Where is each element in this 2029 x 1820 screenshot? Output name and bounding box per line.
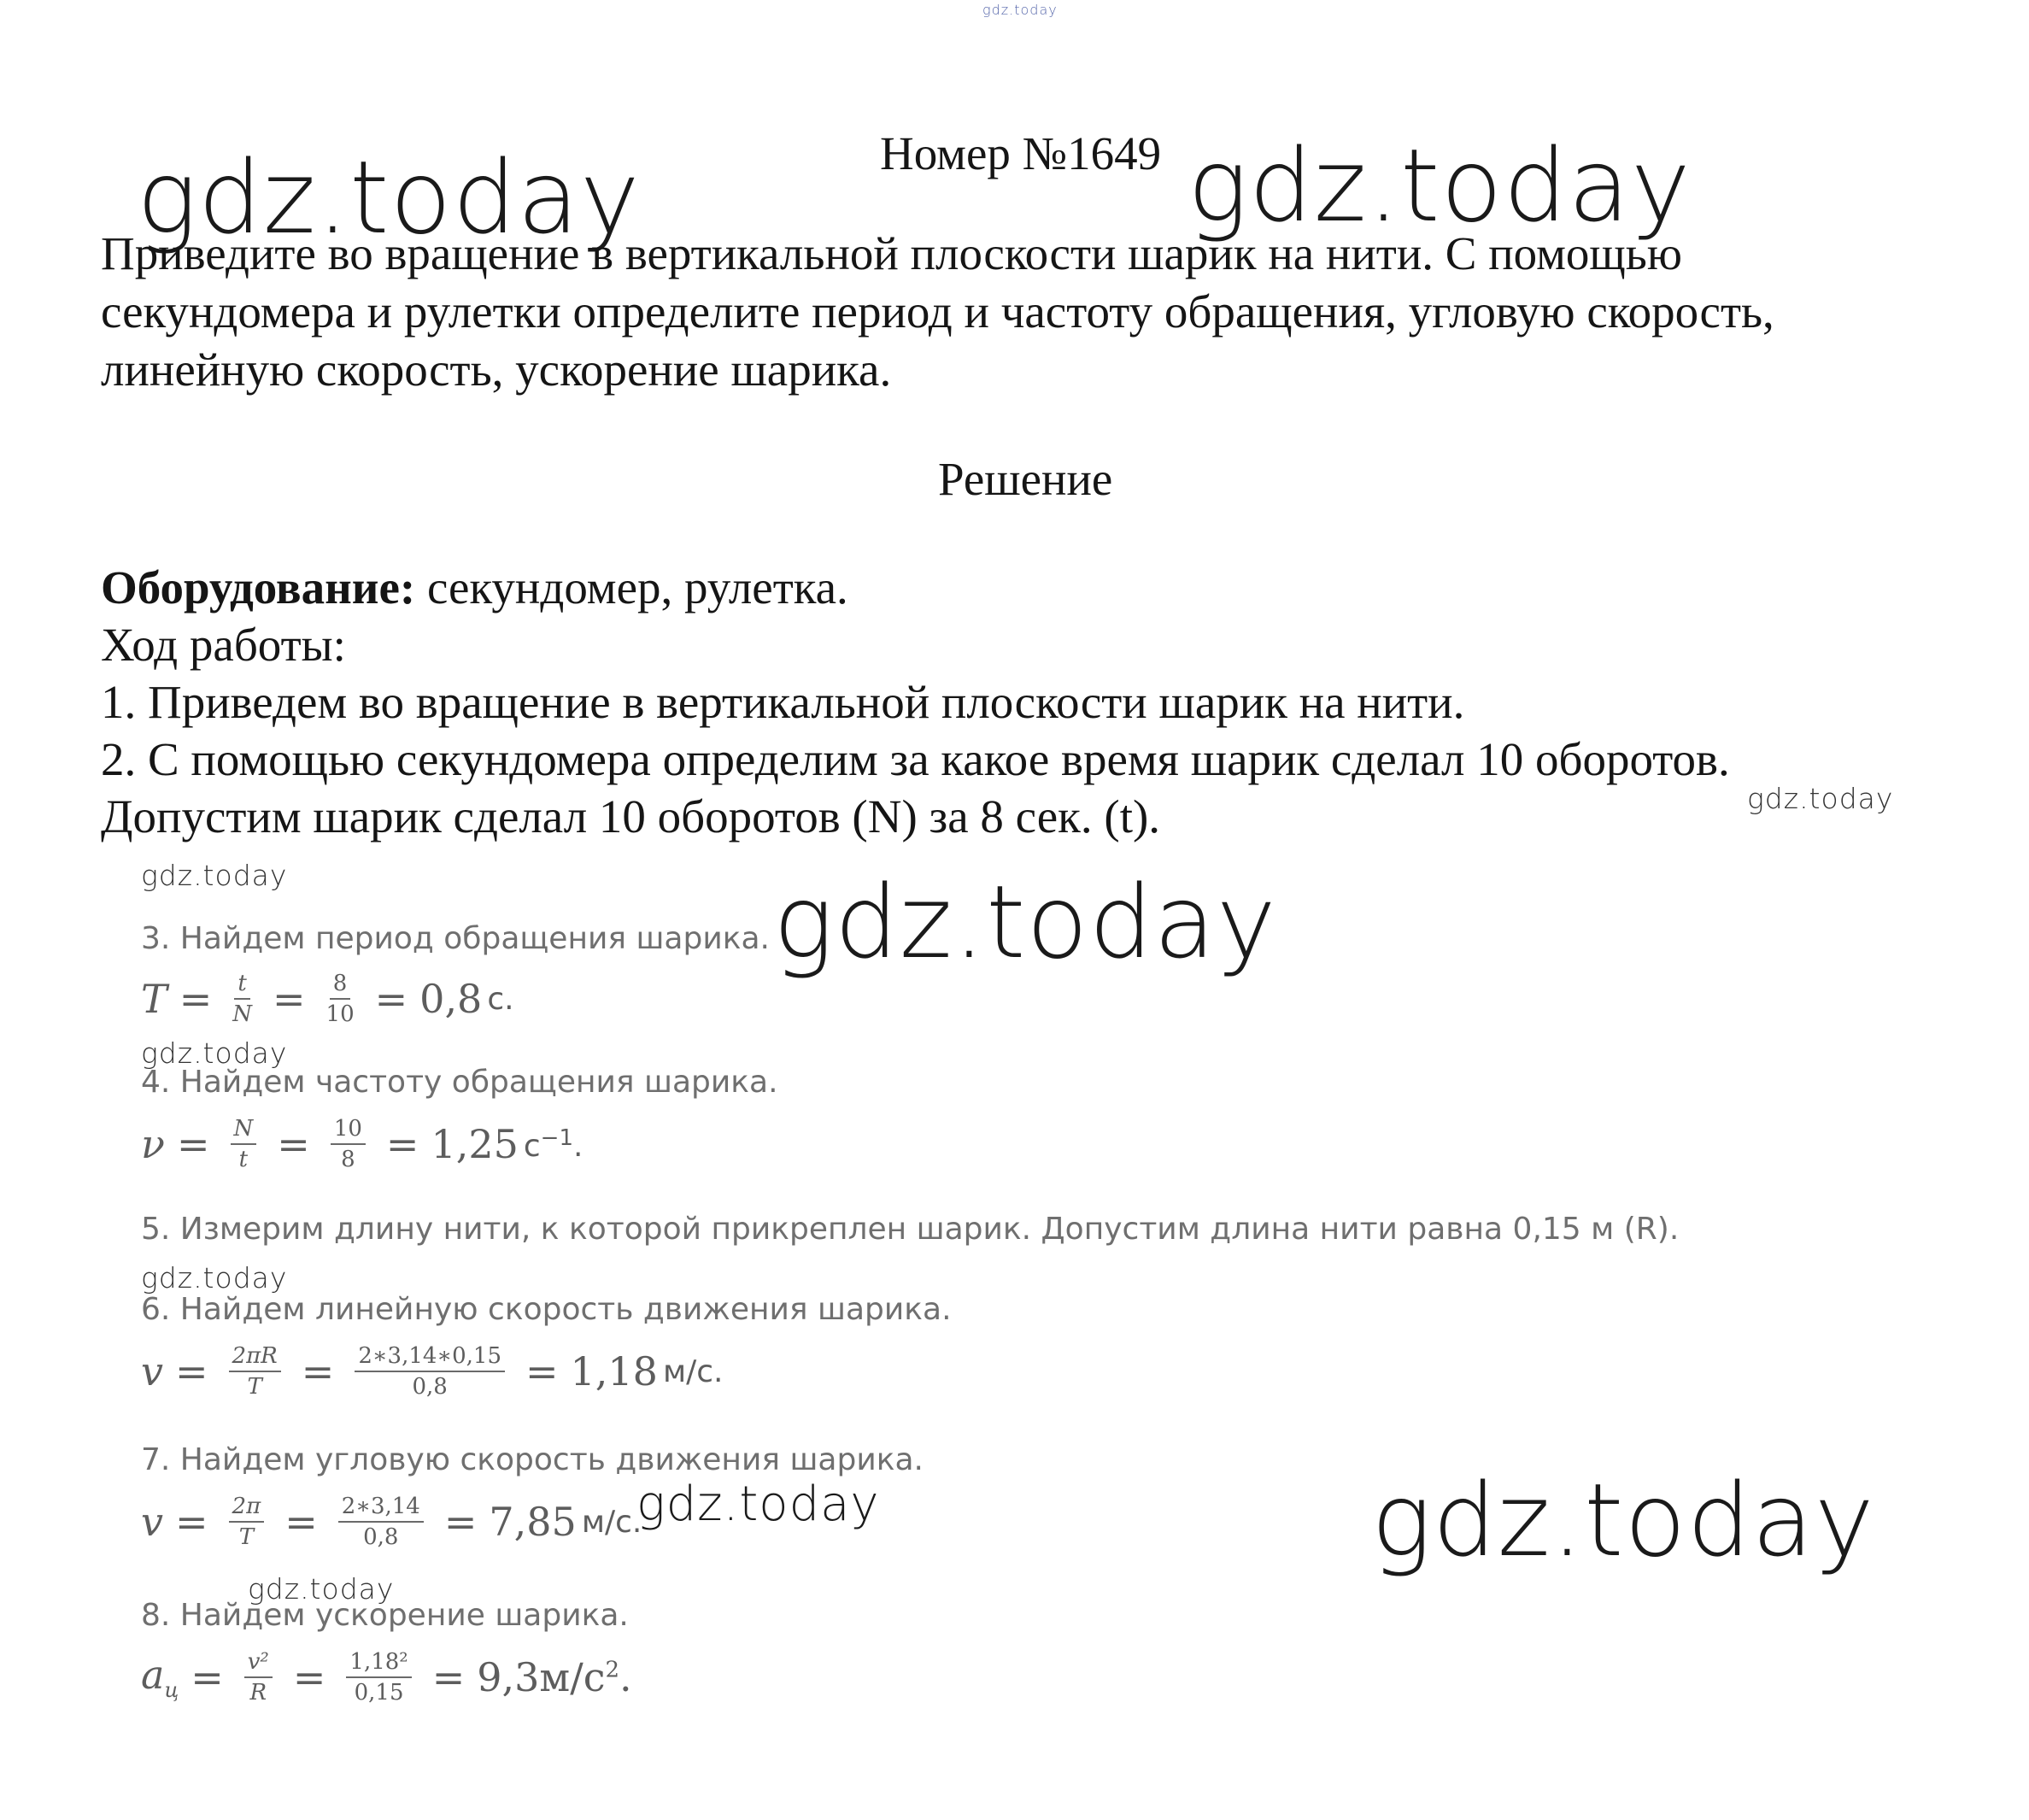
formula-result: 1,25 bbox=[431, 1121, 519, 1167]
fraction: $\frac{2\pi R}{T}$ bbox=[229, 1343, 281, 1400]
watermark: gdz.today bbox=[636, 1477, 880, 1532]
step-8: 8. Найдем ускорение шарика. bbox=[141, 1598, 629, 1633]
formula-result: 0,8 bbox=[419, 976, 483, 1022]
task-line-3: линейную скорость, ускорение шарика. bbox=[101, 343, 892, 396]
procedure-item-2-cont: Допустим шарик сделал 10 оборотов (N) за 8 сек. (t). bbox=[101, 790, 1161, 842]
formula-lhs: T bbox=[141, 976, 167, 1022]
formula-unit: м/с. bbox=[581, 1504, 642, 1540]
watermark: gdz.today bbox=[141, 859, 288, 892]
formula-frequency: ν = $\frac{N}{t}$ = $\frac{10}{8}$ = 1,25 $с^{-1}$. bbox=[141, 1116, 583, 1172]
watermark: gdz.today bbox=[141, 1036, 288, 1070]
watermark: gdz.today bbox=[141, 1261, 288, 1295]
formula-unit: с. bbox=[487, 981, 514, 1017]
formula-lhs: v bbox=[141, 1499, 163, 1545]
task-line-1: Приведите во вращение в вертикальной плоскости шарик на нити. С помощью bbox=[101, 227, 1682, 279]
formula-lhs: $a_ц$ bbox=[141, 1652, 179, 1703]
fraction: $\frac{\text{1,18²}}{0,15}$ bbox=[346, 1649, 411, 1706]
fraction: $\frac{\text{v²}}{R}$ bbox=[244, 1649, 273, 1706]
formula-result: 1,18 bbox=[570, 1348, 658, 1394]
equipment-line bbox=[101, 560, 848, 616]
solution-heading: Решение bbox=[938, 453, 1113, 505]
fraction: $\frac{2\pi}{T}$ bbox=[229, 1494, 265, 1550]
procedure-heading: Ход работы: bbox=[101, 619, 346, 671]
task-line-2: секундомера и рулетки определите период и частоту обращения, угловую скорость, bbox=[101, 285, 1774, 338]
fraction: $\frac{N}{t}$ bbox=[231, 1116, 257, 1172]
formula-unit: $с^{-1}$. bbox=[523, 1124, 583, 1164]
watermark: gdz.today bbox=[137, 138, 641, 256]
formula-unit: м/с. bbox=[662, 1353, 724, 1389]
formula-linear-speed: v = $\frac{2\pi R}{T}$ = $\frac{2∗3,14∗0,15}{0,8}$ = 1,18 м/с. bbox=[141, 1343, 724, 1400]
formula-period: T = $\frac{t}{N}$ = $\frac{8}{10}$ = 0,8 с. bbox=[141, 971, 514, 1027]
procedure-item-2: 2. С помощью секундомера определим за какое время шарик сделал 10 оборотов. bbox=[101, 733, 1730, 785]
fraction: $\frac{10}{8}$ bbox=[331, 1116, 366, 1172]
fraction: $\frac{8}{10}$ bbox=[325, 971, 355, 1027]
top-watermark: gdz.today bbox=[982, 2, 1058, 18]
formula-acceleration: $a_ц$ = $\frac{\text{v²}}{R}$ = $\frac{\text{1,18²}}{0,15}$ = $9,3м/с^2$. bbox=[141, 1649, 632, 1706]
step-7: 7. Найдем угловую скорость движения шарика. bbox=[141, 1442, 924, 1477]
watermark: gdz.today bbox=[1371, 1461, 1875, 1579]
equipment-label: Оборудование: bbox=[101, 561, 416, 614]
fraction: $\frac{2∗3,14}{0,8}$ bbox=[338, 1494, 424, 1550]
page-title: Номер №1649 bbox=[880, 127, 1162, 179]
fraction: $\frac{2∗3,14∗0,15}{0,8}$ bbox=[355, 1343, 505, 1400]
step-6: 6. Найдем линейную скорость движения шарика. bbox=[141, 1292, 952, 1327]
procedure-item-1: 1. Приведем во вращение в вертикальной плоскости шарик на нити. bbox=[101, 676, 1465, 728]
step-3: 3. Найдем период обращения шарика. bbox=[141, 921, 770, 956]
formula-result: 7,85 bbox=[489, 1499, 577, 1545]
formula-lhs: ν bbox=[141, 1121, 165, 1167]
watermark: gdz.today bbox=[1747, 782, 1894, 815]
equipment-value: секундомер, рулетка. bbox=[415, 561, 848, 614]
watermark: gdz.today bbox=[248, 1572, 395, 1606]
formula-angular-speed: v = $\frac{2\pi}{T}$ = $\frac{2∗3,14}{0,8}$ = 7,85 м/с. bbox=[141, 1494, 642, 1550]
watermark: gdz.today bbox=[773, 863, 1277, 981]
step-5: 5. Измерим длину нити, к которой прикреплен шарик. Допустим длина нити равна 0,15 м (R). bbox=[141, 1212, 1680, 1247]
watermark: gdz.today bbox=[1187, 126, 1692, 244]
formula-lhs: v bbox=[141, 1348, 163, 1394]
formula-result: $9,3м/с^2$. bbox=[477, 1654, 632, 1700]
step-4: 4. Найдем частоту обращения шарика. bbox=[141, 1065, 778, 1100]
fraction: $\frac{t}{N}$ bbox=[232, 971, 252, 1027]
